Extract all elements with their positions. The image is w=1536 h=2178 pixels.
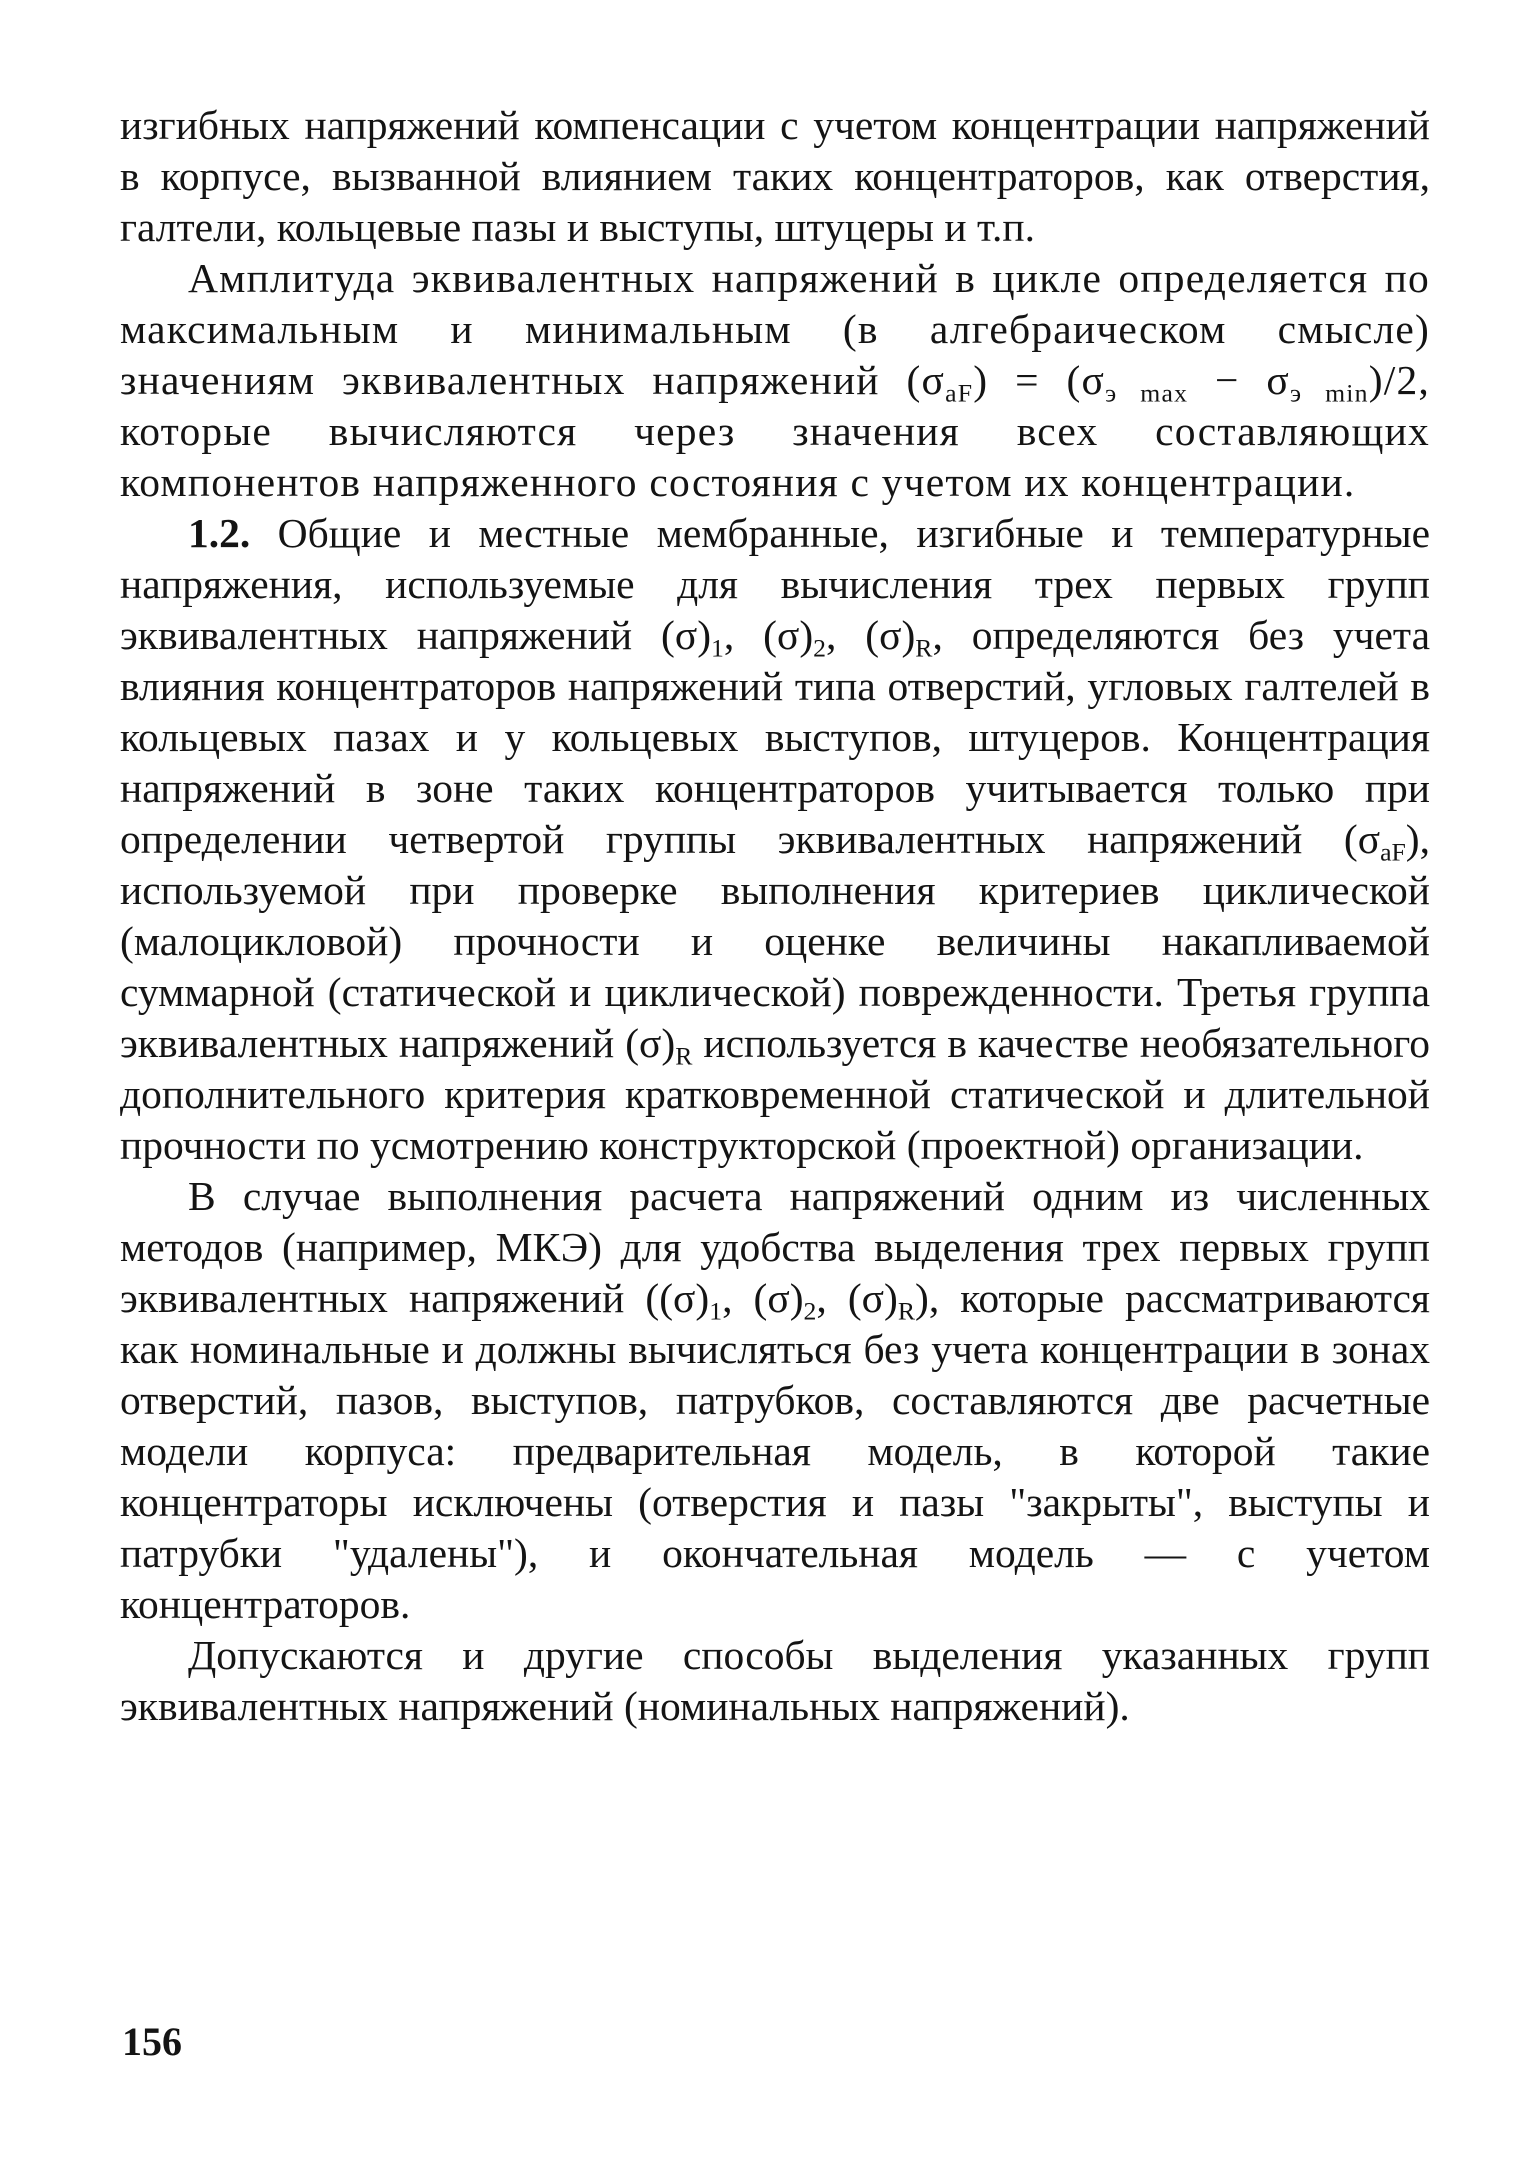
text: , (σ) [722,1275,804,1321]
subscript: aF [945,378,974,408]
subscript: 1 [709,1296,723,1326]
subscript: э max [1105,378,1189,408]
text: , (σ) [723,612,814,658]
text: Амплитуда эквивалентных напряжений в цикле определяется по максимальным и минимальным (в алгебраическом смысле) значениям эквивалентных напряжений (σ [120,255,1430,403]
page-number: 156 [122,2019,182,2064]
paragraph-continuation: изгибных напряжений компенсации с учетом концентрации напряжений в корпусе, вызванной влиянием таких концентраторов, как отверстия, галтели, кольцевые пазы и выступы, штуцеры и т.п. [120,102,1430,250]
subscript: aF [1380,837,1406,867]
section-number: 1.2. [188,510,251,556]
text: используется в качестве необязательного дополнительного критерия кратковременной статической и длительной прочности по усмотрению конструкторской (проектной) организации. [120,1020,1430,1168]
text: ), которые рассматриваются как номинальные и должны вычисляться без учета концентрации в зонах отверстий, пазов, выступов, патрубков, составляются две расчетные модели корпуса: предварительная модель, в которой такие концентраторы исключены (отверстия и пазы "закрыты", выступы и патрубки "удалены"), и окончательная модель — с учетом концентраторов. [120,1275,1431,1627]
paragraph-section-1-2 [120,508,1430,1171]
page-body [120,100,1430,1732]
text: , определяются без учета влияния концентраторов напряжений типа отверстий, угловых галтелей в кольцевых пазах и у кольцевых выступов, штуцеров. Концентрация напряжений в зоне таких концентраторов учитывается только при определении четвертой группы эквивалентных напряжений (σ [120,612,1430,862]
subscript: 1 [711,633,724,663]
text: Общие и местные мембранные, изгибные и температурные напряжения, используемые для вычисления трех первых групп эквивалентных напряжений (σ) [120,510,1430,658]
subscript: 2 [803,1296,817,1326]
text: В случае выполнения расчета напряжений одним из численных методов (например, МКЭ) для удобства выделения трех первых групп эквивалентных напряжений ((σ) [120,1173,1430,1321]
subscript: R [897,1296,916,1326]
subscript: R [675,1041,693,1071]
subscript: э min [1289,378,1369,408]
text: , (σ) [816,1275,898,1321]
text: ), используемой при проверке выполнения критериев циклической (малоцикловой) прочности и оценке величины накапливаемой суммарной (статической и циклической) поврежденности. Третья группа эквивалентных напряжений (σ) [120,816,1430,1066]
subscript: R [915,633,933,663]
paragraph-amplitude [120,253,1430,508]
text: ) = (σ [973,357,1106,403]
paragraph-numerical-methods [120,1171,1430,1630]
paragraph-other-methods: Допускаются и другие способы выделения указанных групп эквивалентных напряжений (номинальных напряжений). [120,1632,1430,1729]
text: )/2, которые вычисляются через значения всех составляющих компонентов напряженного состояния с учетом их концентрации. [120,357,1430,505]
text: − σ [1188,357,1290,403]
text: , (σ) [826,612,916,658]
subscript: 2 [813,633,827,663]
